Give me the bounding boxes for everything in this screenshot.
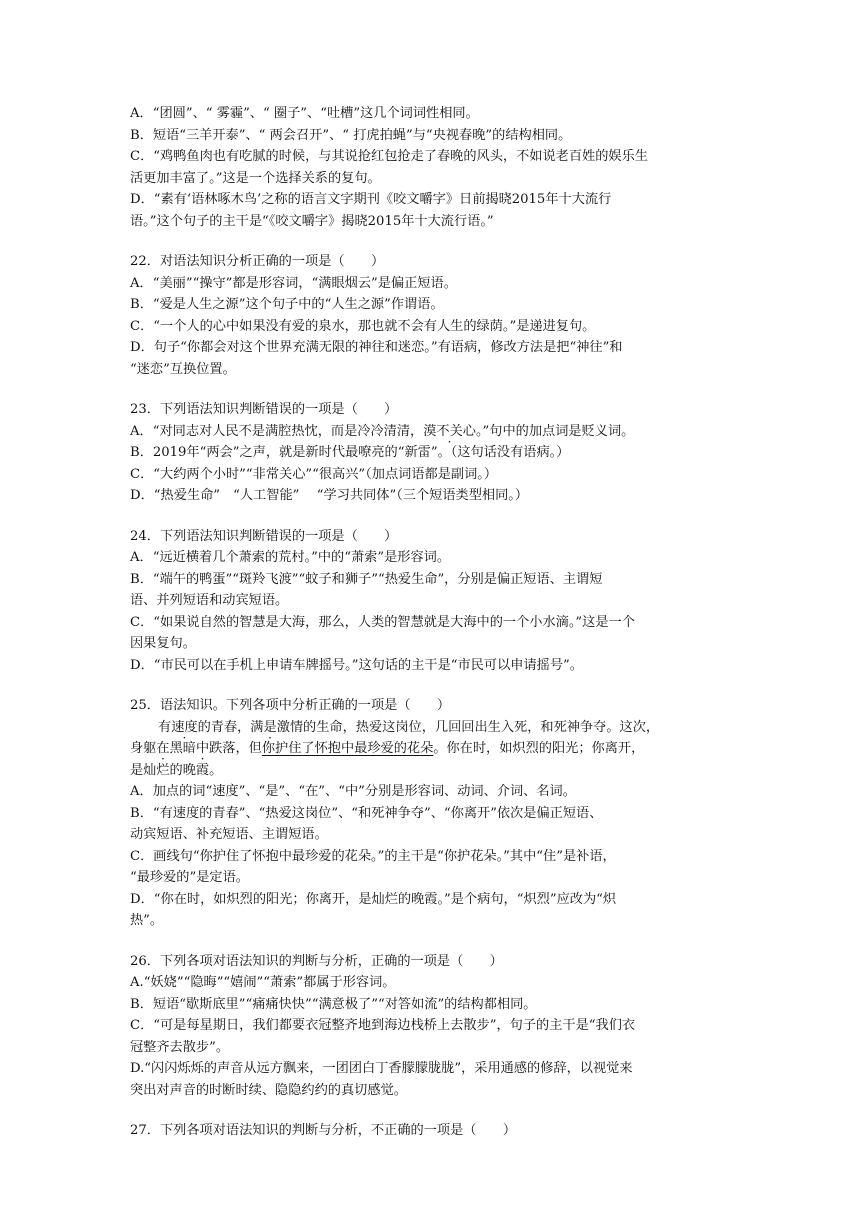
q23-option-a: A．“对同志对人民不是满腔热忱，而是冷冷清清，漠不关心。”句中的加点词是贬义词。 xyxy=(130,423,635,439)
q24-option-b-cont: 语、并列短语和动宾短语。 xyxy=(130,593,289,608)
q26-option-c-cont: 冠整齐去散步”。 xyxy=(130,1039,230,1055)
q22-option-d: D．句子“你都会对这个世界充满无限的神往和迷恋。”有语病，修改方法是把“神往”和 xyxy=(130,340,623,355)
q22-option-b: B．“爱是人生之源”这个句子中的“人生之源”作谓语。 xyxy=(130,297,444,312)
q24-option-a: A．“远近横着几个萧索的荒村。”中的“萧索”是形容词。 xyxy=(130,550,451,565)
q24-option-d: D．“市民可以在手机上申请车牌摇号。”这句话的主干是“市民可以申请摇号”。 xyxy=(130,657,583,673)
q26-option-b: B．短语“歇斯底里”“痛痛快快”“满意极了”“对答如流”的结构都相同。 xyxy=(130,996,537,1012)
q24-option-c: C．“如果说自然的智慧是大海，那么，人类的智慧就是大海中的一个小水滴。”这是一个 xyxy=(130,614,635,630)
q21-option-d-cont: 语。”这个句子的主干是“《咬文嚼字》揭晓2015年十大流行语。” xyxy=(130,213,494,229)
q22-option-d-cont: “迷恋”互换位置。 xyxy=(130,361,236,377)
q22-option-a: A．“美丽”“操守”都是形容词，“满眼烟云”是偏正短语。 xyxy=(130,275,457,291)
q23-stem: 23．下列语法知识判断错误的一项是（ ） xyxy=(130,402,398,417)
q25-option-d: D．“你在时，如炽烈的阳光；你离开，是灿烂的晚霞。”是个病句，“炽烈”应改为“炽 xyxy=(130,891,617,907)
q26-option-d-cont: 突出对声音的时断时续、隐隐约约的真切感觉。 xyxy=(130,1082,407,1098)
dotted-word: 是 xyxy=(263,719,277,735)
q21-option-c: C．“鸡鸭鱼肉也有吃腻的时候，与其说抢红包抢走了春晚的风头，不如说老百姓的娱乐生 xyxy=(130,149,648,164)
dotted-word: 速度 xyxy=(171,719,198,735)
q25-passage-line-1: 有速度的青春，满是激情的生命，热爱这岗位，几回回出生入死，和死神争夺。这次， xyxy=(158,719,660,735)
dotted-word: 漠不关心 xyxy=(423,423,476,439)
q26-option-c: C．“可是每星期日，我们都要衣冠整齐地到海边栈桥上去散步”，句子的主干是“我们衣 xyxy=(130,1018,636,1033)
q25-option-b-cont: 动宾短语、补充短语、主谓短语。 xyxy=(130,827,328,842)
q25-option-c: C．画线句“你护住了怀抱中最珍爱的花朵。”的主干是“你护花朵。”其中“住”是补语， xyxy=(130,848,616,864)
q26-stem: 26．下列各项对语法知识的判断与分析，正确的一项是（ ） xyxy=(130,953,503,969)
q24-option-b: B．“端午的鸭蛋”“斑羚飞渡”“蚊子和狮子”“热爱生命”，分别是偏正短语、主谓短 xyxy=(130,571,603,587)
question-23 xyxy=(130,399,742,507)
dotted-word: 在 xyxy=(156,741,170,756)
q23-option-b: B．2019年“两会”之声，就是新时代最嘹亮的“新雷”。（这句话没有语病。） xyxy=(130,445,570,460)
question-27 xyxy=(130,1120,742,1142)
q21-option-c-cont: 活更加丰富了。”这是一个选择关系的复句。 xyxy=(130,170,381,186)
q24-option-c-cont: 因果复句。 xyxy=(130,636,196,651)
q26-option-a: A.“妖娆”“隐晦”“嬉闹”“萧索”都属于形容词。 xyxy=(130,975,396,990)
q25-stem: 25．语法知识。下列各项中分析正确的一项是（ ） xyxy=(130,698,451,713)
underlined-sentence: 你护住了怀抱中最珍爱的花朵 xyxy=(261,741,434,756)
q25-option-c-cont: “最珍爱的”是定语。 xyxy=(130,870,249,885)
q21-option-d: D．“素有‘语林啄木鸟’之称的语言文字期刊《咬文嚼字》日前揭晓2015年十大流行 xyxy=(130,192,612,207)
q22-option-c: C．“一个人的心中如果没有爱的泉水，那也就不会有人生的绿荫。”是递进复句。 xyxy=(130,318,596,334)
q21-option-b: B．短语“三羊开泰”、“ 两会召开”、“ 打虎拍蝇”与“央视春晚”的结构相同。 xyxy=(130,127,572,143)
question-21-options xyxy=(130,103,742,232)
q26-option-d: D.“闪闪烁烁的声音从远方飘来，一团团白丁香朦朦胧胧”，采用通感的修辞，以视觉来 xyxy=(130,1061,633,1076)
question-24 xyxy=(130,526,742,677)
q23-option-c: C．“大约两个小时”“非常关心”“很高兴”（加点词语都是副词。） xyxy=(130,466,498,482)
dotted-word: 中 xyxy=(195,741,210,756)
q24-stem: 24．下列语法知识判断错误的一项是（ ） xyxy=(130,528,398,544)
q25-option-b: B．“有速度的青春”、“热爱这岗位”、“和死神争夺”、“你离开”依次是偏正短语、 xyxy=(130,805,603,821)
question-26 xyxy=(130,951,742,1102)
q25-option-d-cont: 热”。 xyxy=(130,913,164,928)
q21-option-a: A．“团圆”、“ 雾霾”、“ 圈子”、“吐槽”这几个词词性相同。 xyxy=(130,106,479,121)
q22-stem: 22．对语法知识分析正确的一项是（ ） xyxy=(130,254,385,269)
q25-passage-line-2: 身躯在黑暗中跌落，但你护住了怀抱中最珍爱的花朵。你在时，如炽烈的阳光；你离开， xyxy=(130,741,645,756)
question-25 xyxy=(130,695,742,932)
q25-passage-line-3: 是灿烂的晚霞。 xyxy=(130,762,223,778)
q25-option-a: A．加点的词“速度”、“是”、“在”、“中”分别是形容词、动词、介词、名词。 xyxy=(130,784,576,799)
q23-option-d: D．“热爱生命” “人工智能” “学习共同体”（三个短语类型相同。） xyxy=(130,488,529,503)
exam-page xyxy=(130,103,742,1142)
q27-stem: 27．下列各项对语法知识的判断与分析，不正确的一项是（ ） xyxy=(130,1123,517,1138)
question-22 xyxy=(130,251,742,380)
